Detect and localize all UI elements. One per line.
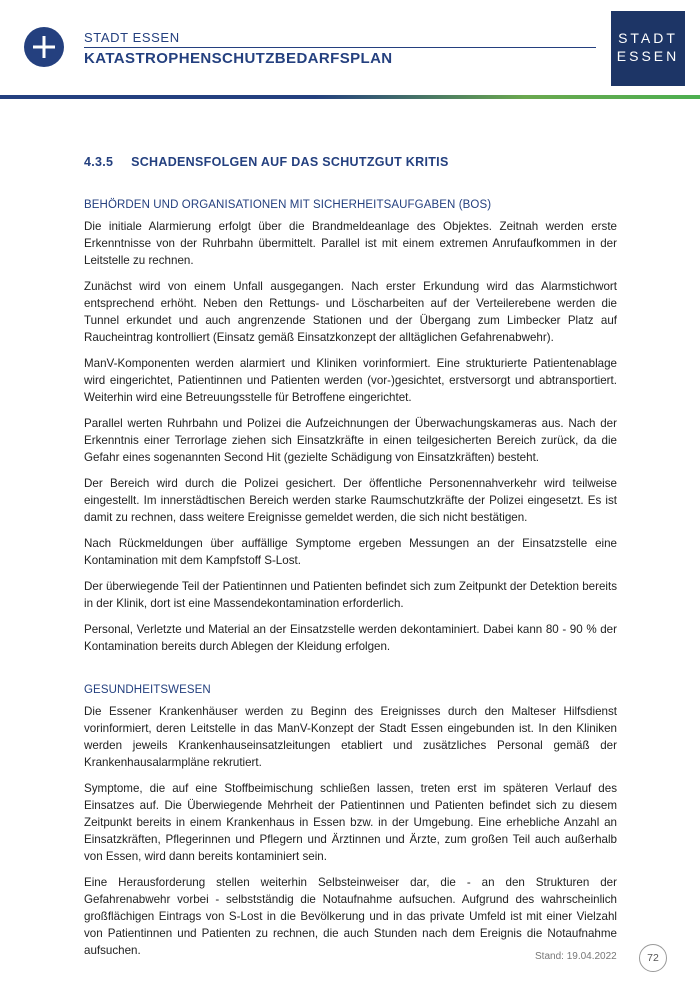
header-divider	[84, 47, 596, 48]
page-number: 72	[639, 944, 667, 972]
logo-line-2: ESSEN	[616, 48, 680, 64]
health-paragraph: Eine Herausforderung stellen weiterhin Selbsteinweiser dar, die - an den Strukturen der Gefahrenabwehr vorbei - selbstständig die Notaufnahme aufsuchen. Aufgrund des wahrscheinlich großflächigen Eintrags von S-Lost in die Bevölkerung und in das private Umfeld ist mit einer Vielzahl von Patientinnen und Patienten zu rechnen, die auch Stunden nach dem Ereignis die Notaufnahme aufsuchen.	[84, 876, 617, 957]
bos-heading: BEHÖRDEN UND ORGANISATIONEN MIT SICHERHEITSAUFGABEN (BOS)	[84, 199, 492, 211]
header-org: STADT ESSEN	[84, 30, 180, 45]
health-paragraph: Symptome, die auf eine Stoffbeimischung schließen lassen, treten erst im späteren Verlauf des Einsatzes auf. Die Überwiegende Mehrheit der Patientinnen und Patienten befindet sich zu diesem Zeitpunkt bereits in einem Krankenhaus in Essen bzw. in der Umgebung. Eine erhebliche Anzahl an Einsatzkräften, Pflegerinnen und Pflegern und Ärztinnen und Ärzte, zum großen Teil auch außerhalb von Essen, wird dann bereits kontaminiert sein.	[84, 782, 617, 863]
health-heading: GESUNDHEITSWESEN	[84, 684, 211, 696]
section-number: 4.3.5	[84, 155, 114, 169]
page-content	[84, 155, 617, 968]
bos-paragraph: Personal, Verletzte und Material an der Einsatzstelle werden dekontaminiert. Dabei kann 80 - 90 % der Kontamination bereits durch Ablegen der Kleidung erfolgen.	[84, 623, 617, 653]
header-stripe	[0, 95, 700, 99]
bos-paragraph: Der überwiegende Teil der Patientinnen und Patienten befindet sich zum Zeitpunkt der Detektion bereits in der Klinik, dort ist eine Massendekontamination erforderlich.	[84, 580, 617, 610]
logo-line-1: STADT	[618, 30, 678, 46]
section-title: SCHADENSFOLGEN AUF DAS SCHUTZGUT KRITIS	[131, 155, 449, 169]
bos-paragraph: ManV-Komponenten werden alarmiert und Kliniken vorinformiert. Eine strukturierte Patientenablage wird eingerichtet, Patientinnen und Patienten werden (vor-)gesichtet, erstversorgt und abtransportiert. Weiterhin wird eine Betreuungsstelle für Betroffene eingerichtet.	[84, 357, 617, 404]
section-heading	[84, 155, 617, 169]
footer-date: Stand: 19.04.2022	[535, 951, 617, 962]
plus-icon	[24, 27, 64, 67]
header-title: KATASTROPHENSCHUTZBEDARFSPLAN	[84, 50, 393, 67]
section-spacer	[84, 664, 617, 684]
bos-paragraph: Der Bereich wird durch die Polizei gesichert. Der öffentliche Personennahverkehr wird teilweise eingestellt. Im innerstädtischen Bereich werden starke Raumschutzkräfte der Polizei eingesetzt. Es ist damit zu rechnen, dass weitere Ereignisse gemeldet werden, die sich nicht bestätigen.	[84, 477, 617, 524]
bos-paragraph: Parallel werten Ruhrbahn und Polizei die Aufzeichnungen der Überwachungskameras aus. Nach der Erkenntnis einer Terrorlage ziehen sich Einsatzkräfte in einen teilgesicherten Bereich zurück, da die Gefahr eines sogenannten Second Hit (gezielte Schädigung von Einsatzkräften) besteht.	[84, 417, 617, 464]
stadt-essen-logo	[611, 11, 685, 86]
health-paragraph: Die Essener Krankenhäuser werden zu Beginn des Ereignisses durch den Malteser Hilfsdienst vorinformiert, deren Leitstelle in das ManV-Konzept der Stadt Essen eingebunden ist. In den Kliniken werden jeweils Krankenhauseinsatzleitungen etabliert und zusätzliches Personal gemäß der Krankenhausalarmpläne rekrutiert.	[84, 705, 617, 769]
bos-paragraph: Die initiale Alarmierung erfolgt über die Brandmeldeanlage des Objektes. Zeitnah werden erste Erkenntnisse von der Ruhrbahn übermittelt. Parallel ist mit einem extremen Anrufaufkommen in der Leitstelle zu rechnen.	[84, 220, 617, 267]
bos-paragraph: Zunächst wird von einem Unfall ausgegangen. Nach erster Erkundung wird das Alarmstichwort entsprechend erhöht. Neben den Rettungs- und Löscharbeiten auf der Verteilerebene werden die Tunnel erkundet und auch angrenzende Stationen und der Übergang zum Limbecker Platz auf Raucheintrag kontrolliert (Einsatz gemäß Einsatzkonzept der alltäglichen Gefahrenabwehr).	[84, 280, 617, 344]
bos-paragraph: Nach Rückmeldungen über auffällige Symptome ergeben Messungen an der Einsatzstelle eine Kontamination mit dem Kampfstoff S-Lost.	[84, 537, 617, 567]
